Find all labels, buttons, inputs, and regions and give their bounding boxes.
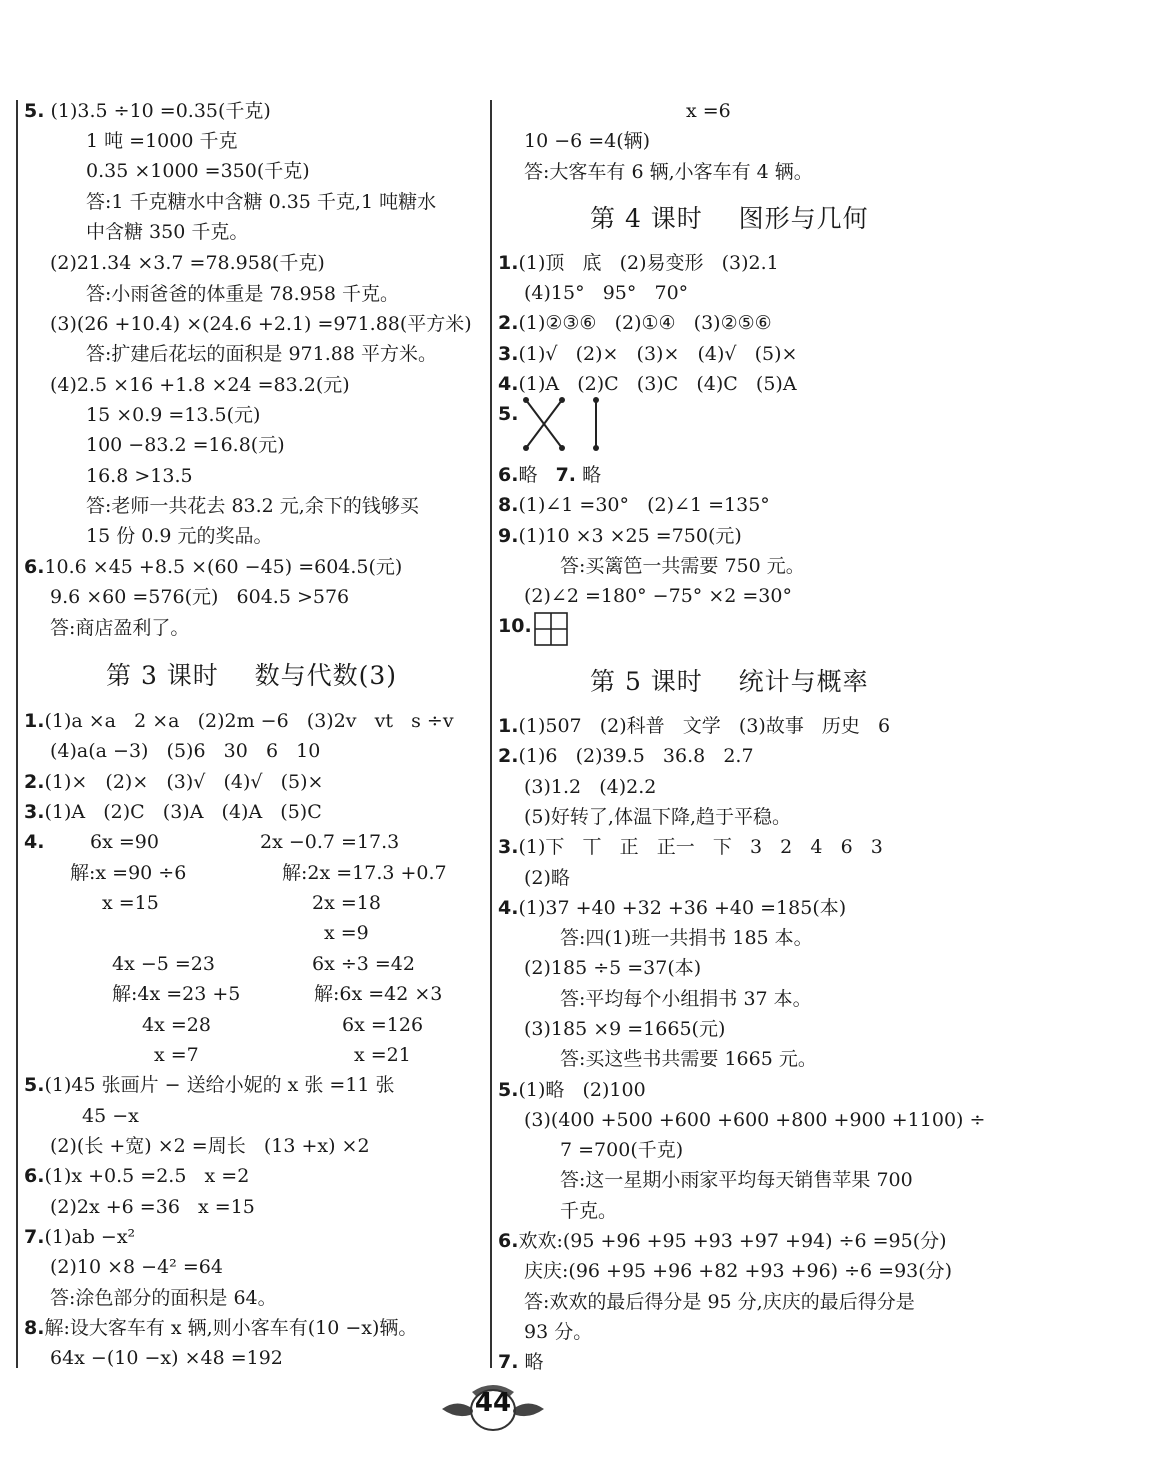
answer-line: 答:1 千克糖水中含糖 0.35 千克,1 吨糖水: [86, 191, 437, 213]
section-title: 第 5 课时 统计与概率: [590, 667, 869, 696]
answer-line: 1.(1)a ×a 2 ×a (2)2m −6 (3)2v vt s ÷v: [24, 710, 454, 732]
answer-line: 8.解:设大客车有 x 辆,则小客车有(10 −x)辆。: [24, 1317, 418, 1339]
answer-line: 庆庆:(96 +95 +96 +82 +93 +96) ÷6 =93(分): [524, 1260, 953, 1282]
equation: 6x =90: [90, 831, 159, 853]
page-number-badge: [438, 1380, 548, 1434]
answer-line: 答:这一星期小雨家平均每天销售苹果 700: [560, 1169, 913, 1191]
answer-line: 5. (1)3.5 ÷10 =0.35(千克): [24, 100, 271, 122]
answer-line: 3.(1)A (2)C (3)A (4)A (5)C: [24, 801, 322, 823]
answer-line: 1.(1)顶 底 (2)易变形 (3)2.1: [498, 252, 779, 274]
answer-line: (4)a(a −3) (5)6 30 6 10: [50, 740, 321, 762]
answer-line: 答:涂色部分的面积是 64。: [50, 1287, 277, 1309]
answer-line: 16.8 >13.5: [86, 465, 193, 487]
answer-line: 千克。: [560, 1200, 618, 1222]
answer-line: 2.(1)× (2)× (3)√ (4)√ (5)×: [24, 771, 324, 793]
equation: 解:2x =17.3 +0.7: [282, 862, 447, 884]
answer-line: 9.6 ×60 =576(元) 604.5 >576: [50, 586, 350, 608]
answer-line: 9.(1)10 ×3 ×25 =750(元): [498, 525, 742, 547]
answer-line: 3.(1)√ (2)× (3)× (4)√ (5)×: [498, 343, 798, 365]
answer-line: (3)(26 +10.4) ×(24.6 +2.1) =971.88(平方米): [50, 313, 472, 335]
answer-line: 1.(1)507 (2)科普 文学 (3)故事 历史 6: [498, 715, 891, 737]
answer-line: 4.: [24, 831, 45, 853]
section-title: 第 4 课时 图形与几何: [590, 204, 869, 233]
answer-line: (4)2.5 ×16 +1.8 ×24 =83.2(元): [50, 374, 350, 396]
answer-line: 6.10.6 ×45 +8.5 ×(60 −45) =604.5(元): [24, 556, 403, 578]
column-divider: [490, 100, 492, 1368]
answer-line: 答:四(1)班一共捐书 185 本。: [560, 927, 813, 949]
answer-line: 6.(1)x +0.5 =2.5 x =2: [24, 1165, 250, 1187]
equation: x =7: [154, 1044, 199, 1066]
answer-line: 6.略 7. 略: [498, 464, 602, 486]
answer-line: 15 份 0.9 元的奖品。: [86, 525, 273, 547]
answer-line: 2.(1)②③⑥ (2)①④ (3)②⑤⑥: [498, 312, 772, 334]
line-matching-figure: [522, 394, 612, 456]
page-number: 44: [474, 1388, 512, 1418]
equation: 2x =18: [312, 892, 381, 914]
answer-line: 8.(1)∠1 =30° (2)∠1 =135°: [498, 494, 770, 516]
equation: 4x =28: [142, 1014, 211, 1036]
answer-line: 1 吨 =1000 千克: [86, 130, 238, 152]
answer-line: (3)185 ×9 =1665(元): [524, 1018, 726, 1040]
answer-line: 10.: [498, 615, 532, 637]
answer-line: 4.(1)A (2)C (3)C (4)C (5)A: [498, 373, 797, 395]
answer-line: (3)(400 +500 +600 +600 +800 +900 +1100) ÷: [524, 1109, 986, 1131]
grid-square-figure: [534, 612, 568, 646]
answer-line: 答:大客车有 6 辆,小客车有 4 辆。: [524, 161, 813, 183]
answer-line: 答:买篱笆一共需要 750 元。: [560, 555, 805, 577]
equation: 解:x =90 ÷6: [70, 862, 187, 884]
answer-line: x =6: [686, 100, 731, 122]
equation: 6x ÷3 =42: [312, 953, 415, 975]
answer-line: 7. 略: [498, 1351, 544, 1373]
equation: 解:4x =23 +5: [112, 983, 241, 1005]
answer-line: 2.(1)6 (2)39.5 36.8 2.7: [498, 745, 754, 767]
answer-line: (5)好转了,体温下降,趋于平稳。: [524, 806, 791, 828]
answer-line: 15 ×0.9 =13.5(元): [86, 404, 261, 426]
answer-line: 答:小雨爸爸的体重是 78.958 千克。: [86, 283, 399, 305]
answer-line: (2)∠2 =180° −75° ×2 =30°: [524, 585, 792, 607]
answer-line: 6.欢欢:(95 +96 +95 +93 +97 +94) ÷6 =95(分): [498, 1230, 947, 1252]
answer-line: 答:商店盈利了。: [50, 617, 190, 639]
answer-line: 4.(1)37 +40 +32 +36 +40 =185(本): [498, 897, 847, 919]
answer-line: 5.(1)略 (2)100: [498, 1079, 646, 1101]
answer-line: 5.(1)45 张画片 − 送给小妮的 x 张 =11 张: [24, 1074, 395, 1096]
equation: 6x =126: [342, 1014, 424, 1036]
equation: 解:6x =42 ×3: [314, 983, 443, 1005]
answer-line: 答:欢欢的最后得分是 95 分,庆庆的最后得分是: [524, 1291, 915, 1313]
answer-line: 45 −x: [82, 1105, 139, 1127]
answer-line: (2)185 ÷5 =37(本): [524, 957, 702, 979]
answer-line: 7 =700(千克): [560, 1139, 684, 1161]
equation: x =15: [102, 892, 159, 914]
answer-line: 100 −83.2 =16.8(元): [86, 434, 285, 456]
answer-line: (2)2x +6 =36 x =15: [50, 1196, 255, 1218]
answer-line: (3)1.2 (4)2.2: [524, 776, 657, 798]
answer-line: 答:扩建后花坛的面积是 971.88 平方米。: [86, 343, 437, 365]
answer-line: 中含糖 350 千克。: [86, 221, 249, 243]
left-margin-rule: [16, 100, 18, 1368]
answer-line: 64x −(10 −x) ×48 =192: [50, 1347, 283, 1369]
answer-line: 7.(1)ab −x²: [24, 1226, 136, 1248]
answer-line: (2)(长 +宽) ×2 =周长 (13 +x) ×2: [50, 1135, 370, 1157]
answer-line: 10 −6 =4(辆): [524, 130, 651, 152]
equation: 4x −5 =23: [112, 953, 215, 975]
equation: x =21: [354, 1044, 411, 1066]
answer-line: 答:买这些书共需要 1665 元。: [560, 1048, 817, 1070]
answer-line: 93 分。: [524, 1321, 593, 1343]
answer-line: 3.(1)下 丅 正 正一 下 3 2 4 6 3: [498, 836, 883, 858]
answer-line: 5.: [498, 403, 519, 425]
answer-line: (2)略: [524, 867, 570, 889]
section-title: 第 3 课时 数与代数(3): [106, 661, 397, 690]
answer-line: (4)15° 95° 70°: [524, 282, 689, 304]
answer-line: 0.35 ×1000 =350(千克): [86, 160, 310, 182]
answer-line: (2)21.34 ×3.7 =78.958(千克): [50, 252, 325, 274]
equation: 2x −0.7 =17.3: [260, 831, 400, 853]
answer-line: 答:老师一共花去 83.2 元,余下的钱够买: [86, 495, 419, 517]
answer-line: (2)10 ×8 −4² =64: [50, 1256, 223, 1278]
answer-line: 答:平均每个小组捐书 37 本。: [560, 988, 812, 1010]
equation: x =9: [324, 922, 369, 944]
